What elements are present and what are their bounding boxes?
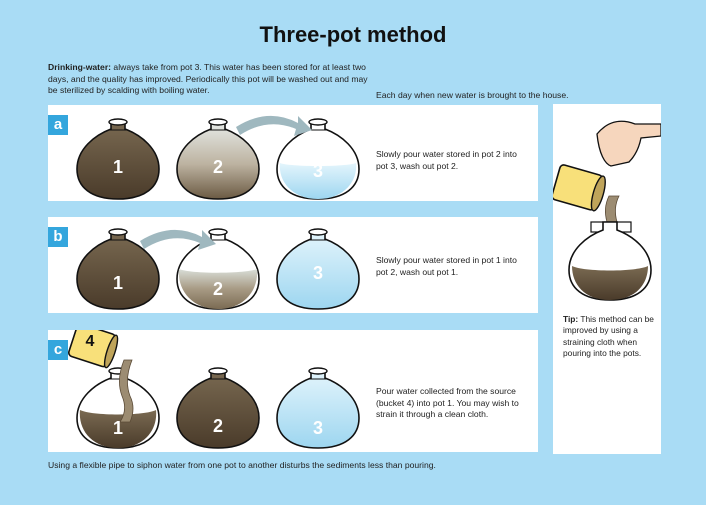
pot-label-3: 3	[312, 263, 324, 283]
panel-letter-a: a	[48, 115, 68, 135]
panel-c-illustration	[48, 330, 368, 452]
tip-illustration	[553, 104, 661, 309]
panel-a-text: Slowly pour water stored in pot 2 into pot 3, wash out pot 2.	[376, 149, 517, 171]
page-title: Three-pot method	[259, 22, 447, 47]
panel-b	[48, 217, 538, 313]
arrow-2-to-3	[236, 116, 312, 136]
panel-b-text: Slowly pour water stored in pot 1 into pot 2, wash out pot 1.	[376, 255, 517, 277]
panel-a-illustration	[48, 105, 368, 201]
panel-a	[48, 105, 538, 201]
tip-pot	[569, 222, 651, 300]
pot-label-1: 1	[112, 157, 124, 177]
intro-body: always take from pot 3. This water has been stored for at least two days, and the quality has improved. Periodically this pot will be washed out and may be sterilized by scalding with boiling water.	[48, 62, 368, 96]
pot-label-2: 2	[212, 157, 224, 177]
pot-label-1: 1	[112, 418, 124, 438]
arrow-1-to-2	[140, 230, 216, 250]
tip-label: Tip:	[563, 314, 579, 324]
daily-note: Each day when new water is brought to the house.	[376, 90, 569, 100]
pot-label-3: 3	[312, 161, 324, 181]
intro-text	[48, 62, 378, 97]
panel-b-illustration	[48, 217, 368, 313]
footer-note: Using a flexible pipe to siphon water from one pot to another disturbs the sediments less than pouring.	[48, 460, 436, 470]
hand-icon	[597, 121, 661, 166]
panel-c-text: Pour water collected from the source (bucket 4) into pot 1. You may wish to strain it through a clean cloth.	[376, 386, 519, 420]
bucket-label: 4	[85, 333, 95, 350]
pot-label-2: 2	[212, 416, 224, 436]
tip-body: This method can be improved by using a straining cloth when pouring into the pots.	[563, 314, 654, 359]
panel-letter-c: c	[48, 340, 68, 360]
tip-panel	[553, 104, 661, 454]
pot-label-1: 1	[112, 273, 124, 293]
panel-letter-b: b	[48, 227, 68, 247]
pot-label-2: 2	[212, 279, 224, 299]
panel-c	[48, 330, 538, 452]
tip-bucket-icon	[553, 164, 608, 212]
pot-2	[177, 368, 259, 448]
intro-label: Drinking-water:	[48, 62, 112, 72]
pot-label-3: 3	[312, 418, 324, 438]
tip-pour-stream	[605, 196, 619, 222]
pot-3	[277, 119, 359, 199]
tip-text	[563, 314, 657, 360]
